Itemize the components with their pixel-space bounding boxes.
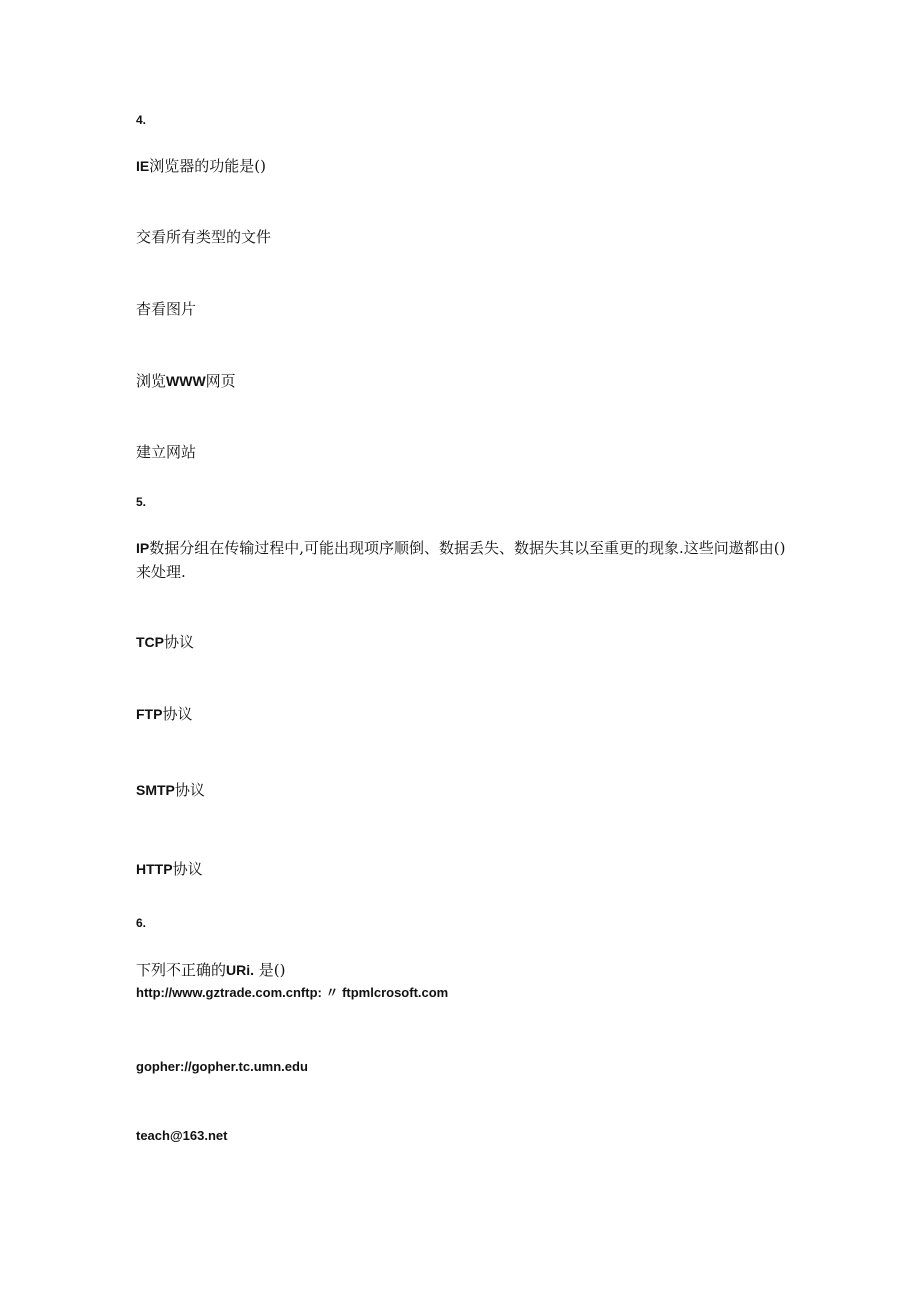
question-6-number: 6. xyxy=(136,916,147,930)
question-5-stem-text: 数据分组在传输过程中,可能出现项序顺倒、数据丢失、数据失其以至重更的现象.这些问遨都由()来处理. xyxy=(136,539,786,581)
question-6-stem-bold: URi. xyxy=(226,962,255,978)
question-5-number: 5. xyxy=(136,495,147,509)
question-5-option-b xyxy=(136,705,192,725)
question-5-option-c-suffix: 协议 xyxy=(174,781,205,799)
question-5-option-c xyxy=(136,781,205,801)
question-5-option-d-bold: HTTP xyxy=(136,861,173,877)
question-4-option-c-suffix: 网页 xyxy=(205,372,236,390)
question-4-option-c-bold: WWW xyxy=(166,373,206,389)
question-4-number: 4. xyxy=(136,113,147,127)
question-4-stem xyxy=(136,157,266,177)
question-5-option-a-bold: TCP xyxy=(136,634,164,650)
question-5-option-b-bold: FTP xyxy=(136,706,163,722)
question-6-option-b: gopher://gopher.tc.umn.edu xyxy=(136,1059,308,1074)
question-4-option-a: 交看所有类型的文件 xyxy=(136,228,272,246)
question-4-option-b: 杳看图片 xyxy=(136,300,197,318)
question-6-stem-suffix: 是() xyxy=(254,961,286,979)
question-5-option-b-suffix: 协议 xyxy=(162,705,193,723)
question-6-stem xyxy=(136,961,286,981)
question-5-option-a-suffix: 协议 xyxy=(164,633,195,651)
question-5-stem xyxy=(136,536,786,584)
question-6-stem-text: 下列不正确的 xyxy=(136,961,227,979)
question-6-option-c: teach@163.net xyxy=(136,1128,228,1143)
question-4-stem-prefix: IE xyxy=(136,158,150,174)
question-4-option-c-prefix: 浏览 xyxy=(136,372,167,390)
question-4-option-c xyxy=(136,372,236,392)
question-5-option-d xyxy=(136,860,203,880)
question-5-option-a xyxy=(136,633,194,653)
question-5-option-d-suffix: 协议 xyxy=(172,860,203,878)
question-5-stem-prefix: IP xyxy=(136,540,150,556)
question-5-option-c-bold: SMTP xyxy=(136,782,175,798)
question-6-option-a: http://www.gztrade.com.cnftp: 〃 ftpmlcrosoft.com xyxy=(136,985,449,1000)
question-4-stem-text: 浏览器的功能是() xyxy=(149,157,266,175)
question-4-option-d: 建立网站 xyxy=(136,443,197,461)
